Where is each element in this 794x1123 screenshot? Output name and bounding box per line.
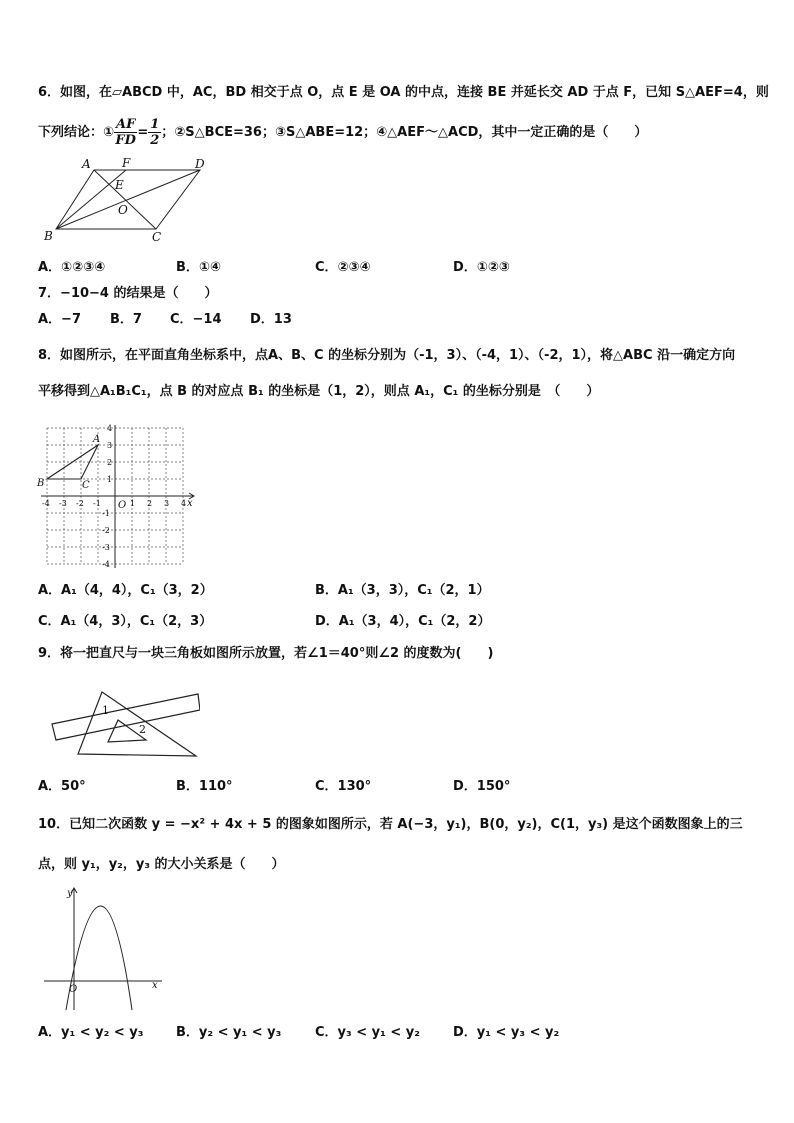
q9-stem: 9．将一把直尺与一块三角板如图所示放置，若∠1＝40°则∠2 的度数为( ) [38,646,494,661]
q6-option-a[interactable]: A．①②③④ [38,260,106,275]
q10-parabola-figure [40,882,165,1012]
q8-point-b-label: B [37,478,45,489]
q8-ytick-neg3: -3 [102,543,110,552]
q8-point-c-label: C [82,480,90,491]
q10-axis-x-label: x [152,980,158,991]
q8-ytick-neg1: -1 [102,509,110,518]
q6-frac1-denominator: FD [115,133,136,148]
q10-origin-label: O [69,984,78,995]
q6-label-e: E [115,178,124,192]
q8-xtick-2: 2 [147,499,153,508]
q6-option-d[interactable]: D．①②③ [453,260,510,275]
q6-fraction-af-fd [114,117,137,148]
q10-stem-line1: 10．已知二次函数 y = −x² + 4x + 5 的图象如图所示，若 A(−3，y₁)，B(0，y₂)，C(1，y₃) 是这个函数图象上的三 [38,817,743,832]
q9-angle-1-label: 1 [102,704,109,717]
q8-xtick-neg1: -1 [93,499,101,508]
q8-axis-x-label: x [187,498,193,509]
q10-option-c[interactable]: C．y₃ < y₁ < y₂ [315,1025,420,1040]
q7-stem: 7．−10−4 的结果是（ ） [38,286,218,301]
q8-ytick-3: 3 [107,441,113,450]
q7-option-a[interactable]: A．−7 [38,312,81,327]
q6-frac1-numerator: AF [116,117,136,132]
q8-point-a-label: A [93,434,101,445]
q10-option-b[interactable]: B．y₂ < y₁ < y₃ [176,1025,282,1040]
q8-option-d[interactable]: D．A₁（3，4），C₁（2，2） [315,614,491,629]
q9-option-d[interactable]: D．150° [453,779,511,794]
q6-stem-prefix: 下列结论：① [38,125,115,140]
q6-parallelogram-figure [38,155,218,245]
q10-stem-line2: 点，则 y₁，y₂，y₃ 的大小关系是（ ） [38,857,285,872]
q6-label-b: B [44,229,53,243]
q8-stem-line2: 平移得到△A₁B₁C₁，点 B 的对应点 B₁ 的坐标是（1，2），则点 A₁，C₁ 的坐标分别是 （ ） [38,384,600,399]
q6-frac2-denominator: 2 [150,133,160,148]
q6-label-c: C [152,230,162,244]
q7-option-b[interactable]: B．7 [110,312,142,327]
q6-stem-suffix: ；②S△BCE=36；③S△ABE=12；④△AEF～△ACD，其中一定正确的是（ ） [161,125,648,140]
q6-label-o: O [118,203,128,217]
q6-label-d: D [195,157,205,171]
q9-ruler-triangle-figure [50,686,200,760]
q8-ytick-neg2: -2 [102,526,110,535]
q10-option-d[interactable]: D．y₁ < y₃ < y₂ [453,1025,560,1040]
q6-label-f: F [122,156,131,170]
q8-xtick-4: 4 [181,499,187,508]
q6-stem-line1: 6．如图，在▱ABCD 中，AC，BD 相交于点 O，点 E 是 OA 的中点，连接 BE 并延长交 AD 于点 F，已知 S△AEF=4，则 [38,85,769,100]
q8-ytick-neg4: -4 [102,560,110,569]
q9-option-a[interactable]: A．50° [38,779,86,794]
q9-option-b[interactable]: B．110° [176,779,233,794]
q6-option-b[interactable]: B．①④ [176,260,221,275]
q6-label-a: A [82,157,91,171]
q8-xtick-neg2: -2 [76,499,84,508]
q8-stem-line1: 8．如图所示，在平面直角坐标系中，点A、B、C 的坐标分别为（-1，3）、（-4，1）、（-2，1），将△ABC 沿一确定方向 [38,348,736,363]
q6-frac2-numerator: 1 [150,117,160,132]
q8-xtick-neg4: -4 [42,499,50,508]
q10-option-a[interactable]: A．y₁ < y₂ < y₃ [38,1025,144,1040]
q8-xtick-3: 3 [164,499,170,508]
q8-coordinate-grid-figure [36,420,202,570]
q10-axis-y-label: y [67,888,73,899]
q8-option-b[interactable]: B．A₁（3，3），C₁（2，1） [315,583,490,598]
q8-ytick-2: 2 [107,458,113,467]
q8-ytick-1: 1 [107,475,113,484]
q7-option-d[interactable]: D．13 [250,312,292,327]
q8-xtick-neg3: -3 [59,499,67,508]
q8-option-c[interactable]: C．A₁（4，3），C₁（2，3） [38,614,213,629]
q8-option-a[interactable]: A．A₁（4，4），C₁（3，2） [38,583,213,598]
q8-origin-label: O [118,500,127,511]
q6-fraction-half [148,117,161,148]
q9-angle-2-label: 2 [139,723,146,736]
q8-xtick-1: 1 [130,499,136,508]
q9-option-c[interactable]: C．130° [315,779,372,794]
q6-stem-line2 [38,117,647,148]
q6-equals: = [137,125,149,140]
q6-option-c[interactable]: C．②③④ [315,260,371,275]
q7-option-c[interactable]: C．−14 [170,312,222,327]
q8-ytick-4: 4 [107,424,113,433]
